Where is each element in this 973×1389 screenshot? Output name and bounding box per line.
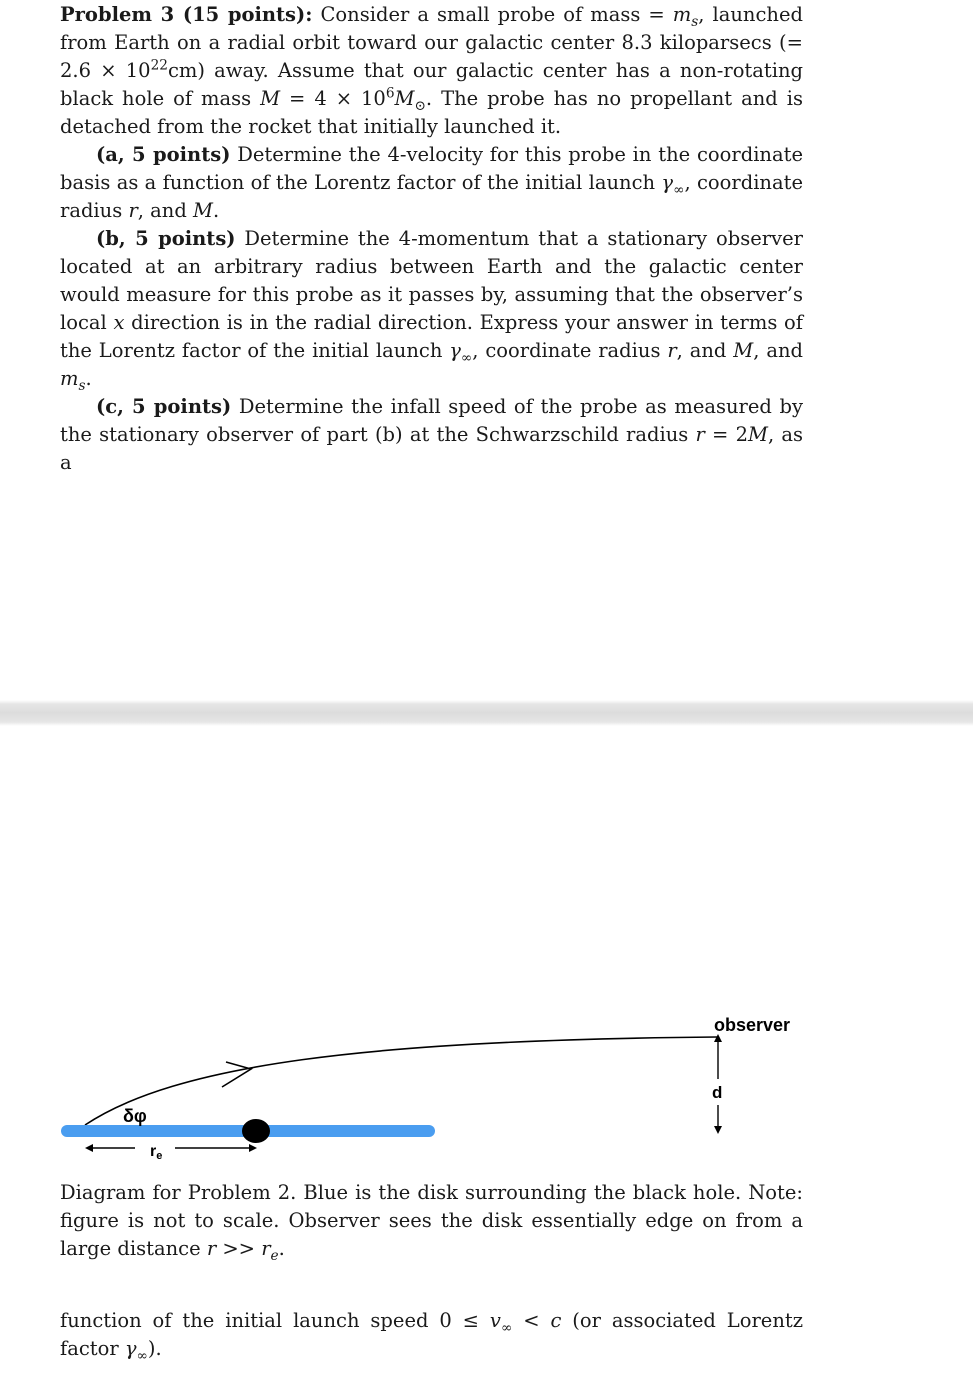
path-arrowhead bbox=[222, 1062, 251, 1087]
part-c: (c, 5 points) Determine the infall speed of the probe as measured by the stationary observer of part (b) at the Schwarzschild radius r = 2M, as a bbox=[60, 395, 803, 474]
part-c-label: (c, 5 points) bbox=[96, 395, 232, 418]
part-b-label: (b, 5 points) bbox=[96, 227, 236, 250]
problem-intro: Problem 3 (15 points): Consider a small probe of mass = $m_s$, launched from Earth on a radial orbit toward our galactic center 8.3 kiloparsecs (= $2.6 \times 10^{22}cm$) away. Assume that our galactic center has a non-rotating black hole of mass $M = 4 \times 10^6M_⊙$. The probe has no propellant and is detached from the rocket that initially launched it. bbox=[60, 3, 804, 138]
delta-phi-label: δφ bbox=[123, 1106, 147, 1126]
part-a-label: (a, 5 points) bbox=[96, 143, 231, 166]
re-label: re bbox=[150, 1143, 163, 1162]
figure-caption: Diagram for Problem 2. Blue is the disk surrounding the black hole. Note: figure is not to scale. Observer sees the disk essentially edge on from a large distance $r >> r_e$. bbox=[60, 1181, 803, 1264]
d-arrowhead-up bbox=[714, 1034, 722, 1042]
re-arrowhead-left bbox=[85, 1144, 93, 1152]
part-b: (b, 5 points) Determine the 4-momentum that a stationary observer located at an arbitrary radius between Earth and the galactic center would measure for this probe as it passes by, assuming that the observer’s local x direction is in the radial direction. Express your answer in terms of the Lorentz factor of the initial launch $\gamma_\infty$, coordinate radius r, and M, and $m_s$. bbox=[60, 227, 804, 394]
problem-text bbox=[60, 1, 803, 477]
part-a: (a, 5 points) Determine the 4-velocity for this probe in the coordinate basis as a function of the Lorentz factor of the initial launch $\gamma_\infty$, coordinate radius r, and M. bbox=[60, 143, 803, 222]
black-hole-diagram bbox=[55, 1005, 825, 1165]
observer-label: observer bbox=[714, 1015, 791, 1035]
part-c-continuation: function of the initial launch speed $0 \le v_\infty < c$ (or associated Lorentz factor $\gamma_\infty$). bbox=[60, 1309, 803, 1364]
d-arrowhead-down bbox=[714, 1126, 722, 1134]
re-arrowhead-right bbox=[249, 1144, 257, 1152]
d-label: d bbox=[712, 1083, 723, 1102]
page-separator bbox=[0, 700, 973, 726]
light-path-curve bbox=[85, 1037, 717, 1125]
black-hole bbox=[242, 1119, 270, 1143]
problem-heading: Problem 3 (15 points): bbox=[60, 3, 313, 26]
